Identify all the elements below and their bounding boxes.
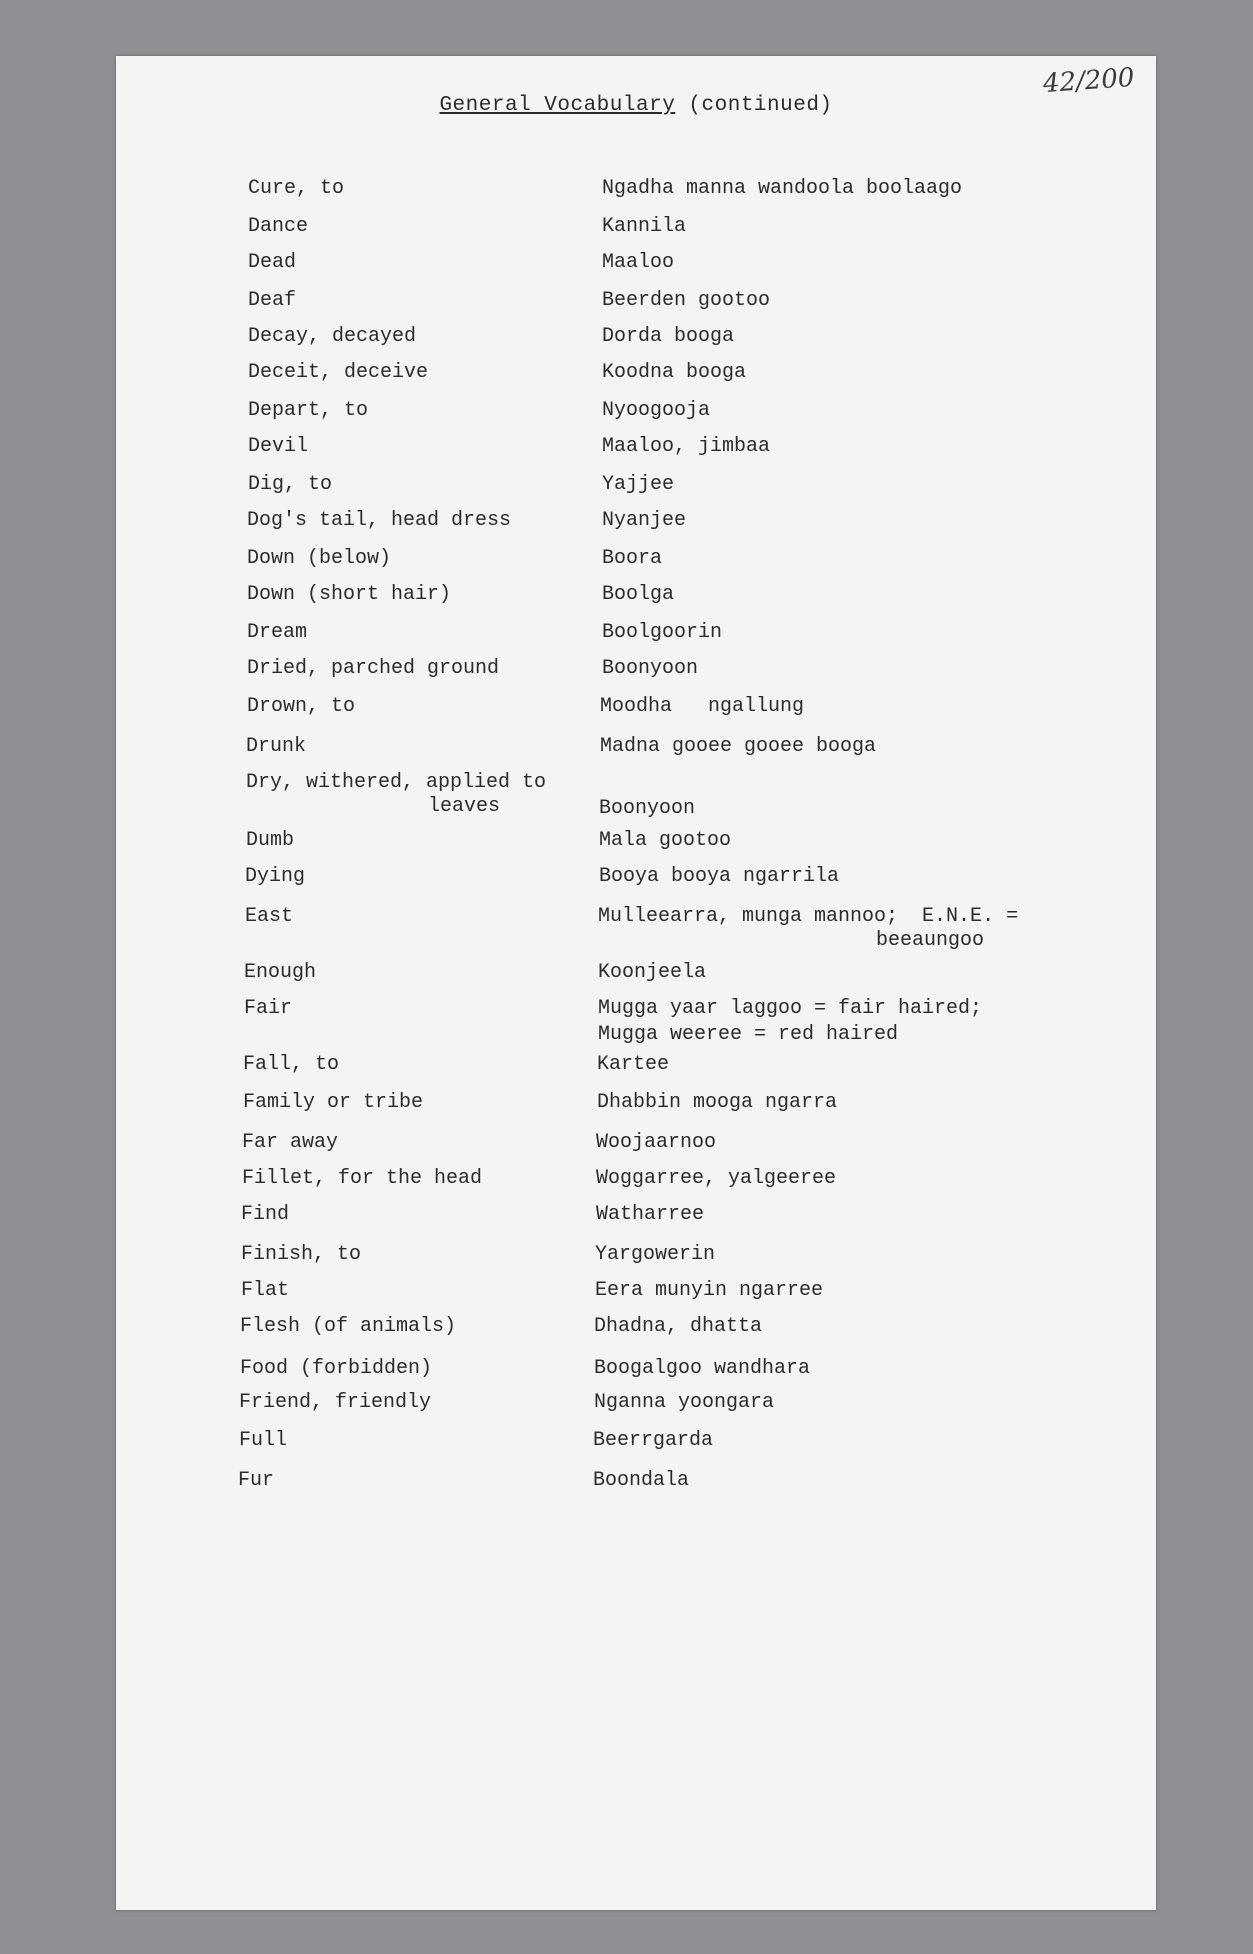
vocabulary-list	[116, 56, 1156, 1910]
entry-definition-continuation: beeaungoo	[876, 929, 985, 952]
entry-term: Dream	[247, 621, 308, 644]
entry-definition: Dorda booga	[602, 325, 735, 348]
entry-definition: Boonyoon	[602, 657, 699, 680]
entry-definition: Nyoogooja	[602, 399, 711, 422]
entry-term: Flat	[241, 1279, 290, 1302]
entry-term: Full	[239, 1429, 288, 1452]
entry-term: Flesh (of animals)	[240, 1315, 457, 1338]
entry-definition: Nyanjee	[602, 509, 687, 532]
entry-definition: Booya booya ngarrila	[599, 865, 840, 888]
entry-term: Dying	[245, 865, 306, 888]
entry-term: Fair	[244, 997, 293, 1020]
entry-term: Family or tribe	[243, 1091, 424, 1114]
entry-definition: Ngadha manna wandoola boolaago	[602, 177, 963, 200]
entry-term: Dumb	[246, 829, 295, 852]
entry-definition: Beerden gootoo	[602, 289, 771, 312]
entry-term: Find	[241, 1203, 290, 1226]
entry-term: Finish, to	[241, 1243, 362, 1266]
entry-term: Cure, to	[248, 177, 345, 200]
entry-term: Dance	[248, 215, 309, 238]
entry-definition: Yajjee	[602, 473, 675, 496]
entry-term: Depart, to	[248, 399, 369, 422]
entry-term: Dig, to	[248, 473, 333, 496]
entry-definition: Kannila	[602, 215, 687, 238]
entry-definition: Watharree	[596, 1203, 705, 1226]
entry-term: Friend, friendly	[239, 1391, 432, 1414]
entry-definition: Madna gooee gooee booga	[600, 735, 877, 758]
entry-definition: Yargowerin	[595, 1243, 716, 1266]
entry-term: Fur	[238, 1469, 275, 1492]
entry-definition: Maaloo, jimbaa	[602, 435, 771, 458]
entry-term: Down (below)	[247, 547, 392, 570]
entry-definition: Boondala	[593, 1469, 690, 1492]
entry-term: Food (forbidden)	[240, 1357, 433, 1380]
entry-definition: Koodna booga	[602, 361, 747, 384]
entry-definition: Mala gootoo	[599, 829, 732, 852]
entry-term: Devil	[248, 435, 309, 458]
entry-term: Dry, withered, applied to	[246, 771, 547, 794]
title-suffix: (continued)	[688, 94, 833, 117]
entry-term: Drown, to	[247, 695, 356, 718]
entry-definition: Boolgoorin	[602, 621, 723, 644]
document-page	[116, 56, 1156, 1910]
title-main: General Vocabulary	[439, 94, 676, 117]
entry-term: Far away	[242, 1131, 339, 1154]
entry-definition: Boogalgoo wandhara	[594, 1357, 811, 1380]
entry-term: Deceit, deceive	[248, 361, 429, 384]
entry-definition: Beerrgarda	[593, 1429, 714, 1452]
entry-term: Dog's tail, head dress	[247, 509, 512, 532]
entry-definition: Boora	[602, 547, 663, 570]
entry-definition: Moodha ngallung	[600, 695, 805, 718]
entry-term: Fillet, for the head	[242, 1167, 483, 1190]
entry-definition: Boolga	[602, 583, 675, 606]
entry-term: Dried, parched ground	[247, 657, 500, 680]
entry-term: Decay, decayed	[248, 325, 417, 348]
entry-term: Deaf	[248, 289, 297, 312]
entry-definition-continuation: Mugga weeree = red haired	[598, 1023, 899, 1046]
entry-term: Drunk	[246, 735, 307, 758]
entry-definition: Maaloo	[602, 251, 675, 274]
entry-term: Fall, to	[243, 1053, 340, 1076]
entry-definition: Nganna yoongara	[594, 1391, 775, 1414]
entry-definition: Woggarree, yalgeeree	[596, 1167, 837, 1190]
entry-definition: Dhadna, dhatta	[594, 1315, 763, 1338]
entry-term: Enough	[244, 961, 317, 984]
entry-definition: Dhabbin mooga ngarra	[597, 1091, 838, 1114]
entry-definition: Mugga yaar laggoo = fair haired;	[598, 997, 983, 1020]
entry-term: Down (short hair)	[247, 583, 452, 606]
entry-definition: Woojaarnoo	[596, 1131, 717, 1154]
entry-definition: Mulleearra, munga mannoo; E.N.E. =	[598, 905, 1019, 928]
entry-term-continuation: leaves	[428, 795, 501, 818]
entry-definition: Kartee	[597, 1053, 670, 1076]
entry-term: East	[245, 905, 294, 928]
entry-definition: Koonjeela	[598, 961, 707, 984]
entry-definition: Boonyoon	[599, 797, 696, 820]
entry-definition: Eera munyin ngarree	[595, 1279, 824, 1302]
folio-number: 42/200	[1041, 62, 1135, 100]
entry-term: Dead	[248, 251, 297, 274]
